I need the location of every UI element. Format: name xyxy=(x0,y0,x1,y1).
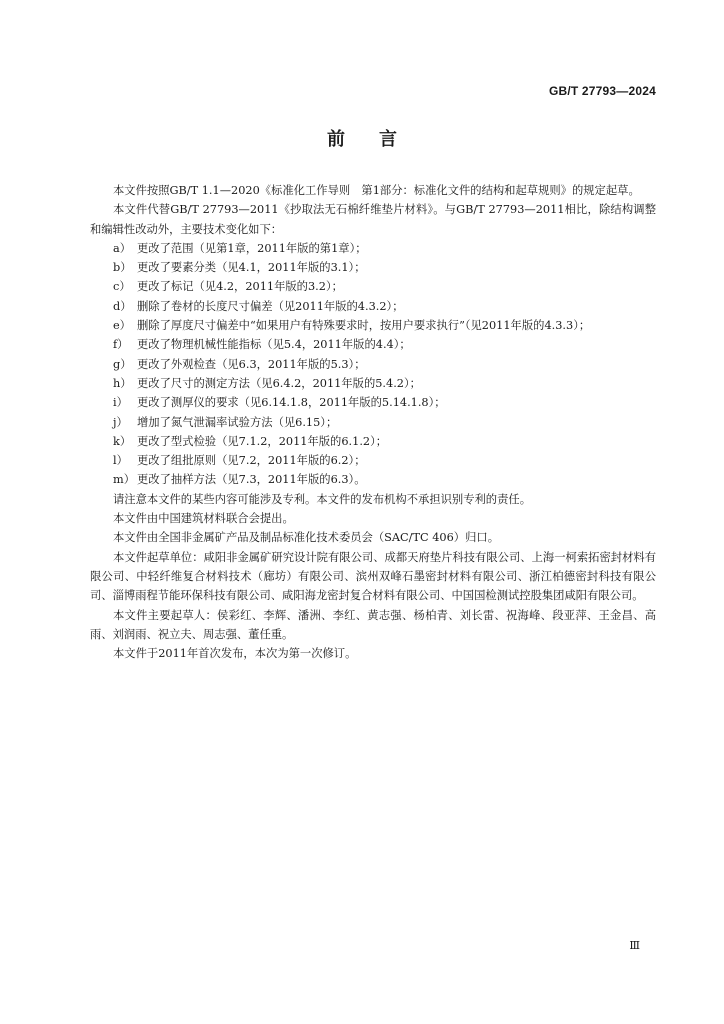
list-item-label: d） xyxy=(113,299,132,313)
list-item xyxy=(90,316,656,335)
list-item xyxy=(90,239,656,258)
publication-history: 本文件于2011年首次发布，本次为第一次修订。 xyxy=(113,647,357,661)
changes-list xyxy=(90,239,656,490)
list-item-label: b） xyxy=(113,261,132,275)
list-item-label: m） xyxy=(113,473,136,487)
list-item xyxy=(90,258,656,277)
list-item xyxy=(90,277,656,296)
list-item-text: 删除了厚度尺寸偏差中“如果用户有特殊要求时，按用户要求执行”（见2011年版的4.3.3）； xyxy=(137,319,591,333)
list-item-text: 更改了测厚仪的要求（见6.14.1.8，2011年版的5.14.1.8）； xyxy=(137,396,446,410)
list-item xyxy=(90,470,656,489)
list-item-text: 更改了要素分类（见4.1，2011年版的3.1）； xyxy=(137,261,366,275)
list-item-label: f） xyxy=(113,338,129,352)
list-item-text: 删除了卷材的长度尺寸偏差（见2011年版的4.3.2）； xyxy=(137,299,404,313)
committee-paragraph: 本文件由全国非金属矿产品及制品标准化技术委员会（SAC/TC 406）归口。 xyxy=(113,531,499,545)
list-item-text: 更改了范围（见第1章，2011年版的第1章）； xyxy=(137,241,367,255)
intro-paragraph: 本文件按照GB/T 1.1—2020《标准化工作导则 第1部分：标准化文件的结构和起草规则》的规定起草。 xyxy=(113,184,640,197)
list-item-text: 更改了组批原则（见7.2，2011年版的6.2）； xyxy=(137,454,366,468)
page-number: Ⅲ xyxy=(629,939,640,952)
list-item-label: i） xyxy=(113,396,128,410)
list-item-label: j） xyxy=(113,415,128,429)
page-title: 前言 xyxy=(327,129,431,150)
list-item xyxy=(90,393,656,412)
list-item xyxy=(90,374,656,393)
list-item xyxy=(90,297,656,316)
list-item xyxy=(90,413,656,432)
list-item-label: h） xyxy=(113,376,132,390)
list-item-text: 增加了氮气泄漏率试验方法（见6.15）； xyxy=(137,415,338,429)
list-item xyxy=(90,432,656,451)
list-item-label: g） xyxy=(113,357,132,371)
list-item-label: c） xyxy=(113,280,131,294)
intro-paragraph: 本文件代替GB/T 27793—2011《抄取法无石棉纤维垫片材料》。与GB/T 27793—2011相比，除结构调整和编辑性改动外，主要技术变化如下： xyxy=(90,203,656,236)
list-item xyxy=(90,355,656,374)
drafting-units-paragraph: 本文件起草单位：咸阳非金属矿研究设计院有限公司、成都天府垫片科技有限公司、上海一柯索拓密封材料有限公司、中轻纤维复合材料技术（廊坊）有限公司、滨州双峰石墨密封材料有限公司、浙江柏德密封科技有限公司、淄博雨程节能环保科技有限公司、咸阳海龙密封复合材料有限公司、中国国检测试控股集团咸阳有限公司。 xyxy=(90,550,656,603)
drafters-paragraph: 本文件主要起草人：侯彩红、李辉、潘洲、李红、黄志强、杨柏青、刘长雷、祝海峰、段亚萍、王金昌、高雨、刘润雨、祝立夫、周志强、董任重。 xyxy=(90,608,656,641)
list-item xyxy=(90,451,656,470)
list-item-text: 更改了物理机械性能指标（见5.4，2011年版的4.4）； xyxy=(137,338,411,352)
proposer-paragraph: 本文件由中国建筑材料联合会提出。 xyxy=(113,512,294,526)
list-item-label: e） xyxy=(113,319,131,333)
list-item-text: 更改了尺寸的测定方法（见6.4.2，2011年版的5.4.2）； xyxy=(137,376,421,390)
list-item-text: 更改了标记（见4.2，2011年版的3.2）； xyxy=(137,280,343,294)
standard-code: GB/T 27793—2024 xyxy=(548,84,656,98)
preface-body xyxy=(90,181,656,663)
list-item-text: 更改了外观检查（见6.3，2011年版的5.3）； xyxy=(137,357,366,371)
list-item xyxy=(90,335,656,354)
list-item-text: 更改了抽样方法（见7.3，2011年版的6.3）。 xyxy=(137,473,366,487)
list-item-label: l） xyxy=(113,454,128,468)
patent-notice: 请注意本文件的某些内容可能涉及专利。本文件的发布机构不承担识别专利的责任。 xyxy=(113,492,531,506)
list-item-label: k） xyxy=(113,434,132,448)
list-item-text: 更改了型式检验（见7.1.2，2011年版的6.1.2）； xyxy=(137,434,388,448)
list-item-label: a） xyxy=(113,241,132,255)
